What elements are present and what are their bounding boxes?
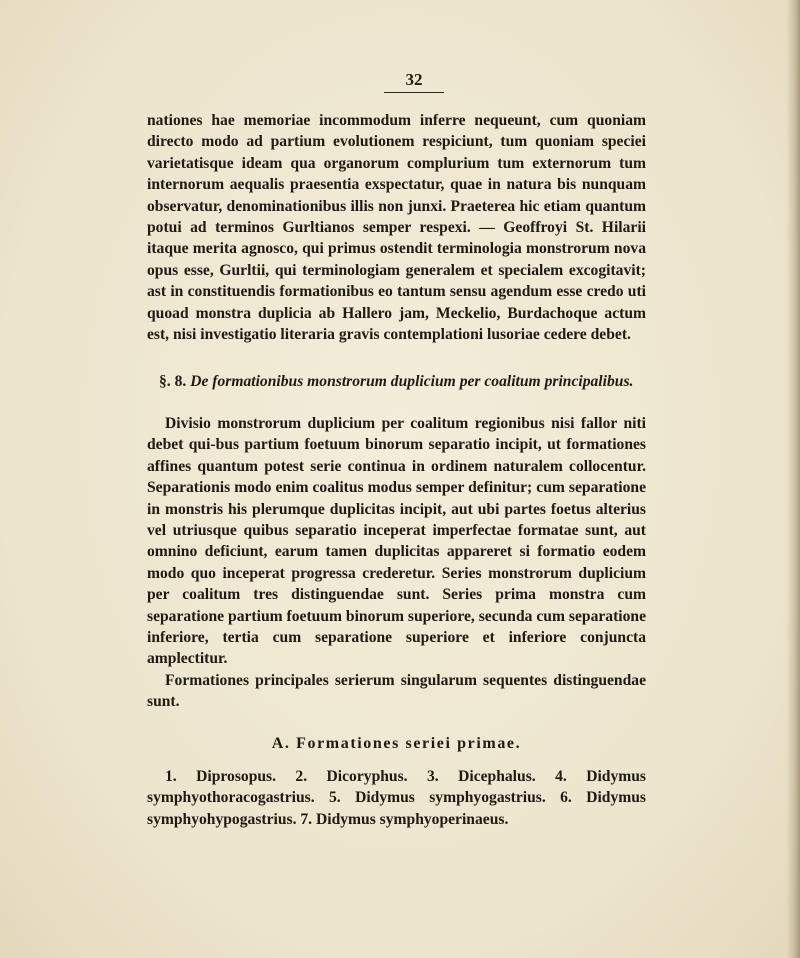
section-heading bbox=[147, 371, 646, 392]
text-body bbox=[147, 110, 646, 830]
page-edge-shadow bbox=[786, 0, 800, 958]
paragraph-formationes: Formationes principales serierum singularum sequentes distinguendae sunt. bbox=[147, 671, 646, 711]
page-number: 32 bbox=[384, 70, 444, 93]
section-number: §. 8. bbox=[159, 373, 187, 391]
section-title: De formationibus monstrorum duplicium per coalitum principalibus. bbox=[190, 373, 634, 391]
page-header bbox=[0, 70, 800, 93]
paragraph-divisio: Divisio monstrorum duplicium per coalitum regionibus nisi fallor niti debet qui-bus partium foetuum binorum separatio incipit, ut formationes affines quantum potest serie continua in ordinem naturalem collocentur. Separationis modo enim coalitus modus semper definitur; cum separatione in monstris his plerumque duplicitas incipit, aut ubi partes foetus alterius vel utriusque quibus separatio inceperat imperfectae formatae sunt, aut omnino deficiunt, earum tamen duplicitas appareret si formatio eodem modo quo inceperat progressa crederetur. Series monstrorum duplicium per coalitum tres distinguendae sunt. Series prima monstra cum separatione partium foetuum binorum superiore, secunda cum separatione inferiore, tertia cum separatione superiore et inferiore conjuncta amplectitur. bbox=[147, 414, 646, 668]
paragraph-continuation: nationes hae memoriae incommodum inferre nequeunt, cum quoniam directo modo ad partium evolutionem respiciunt, tum quoniam speciei varietatisque ideam qua organorum complurium tum externorum tum internorum aequalis praesentia exspectatur, quae in natura bis nunquam observatur, denominationibus illis non junxi. Praeterea hic etiam quantum potui ad terminos Gurltianos semper respexi. — Geoffroyi St. Hilarii itaque merita agnosco, qui primus ostendit terminologia monstrorum nova opus esse, Gurltii, qui terminologiam generalem et specialem excogitavit; ast in constituendis formationibus eo tantum sensu agendum esse credo uti quoad monstra duplicia ab Hallero jam, Meckelio, Burdachoque actum est, nisi investigatio literaria gravis contemplationi lusoriae cedere debet. bbox=[147, 112, 646, 344]
paragraph-list: 1. Diprosopus. 2. Dicoryphus. 3. Dicephalus. 4. Didymus symphyothoracogastrius. 5. Didymus symphyogastrius. 6. Didymus symphyohypogastrius. 7. Didymus symphyoperinaeus. bbox=[147, 767, 646, 828]
subheading-series-a: A. Formationes seriei primae. bbox=[271, 734, 522, 752]
